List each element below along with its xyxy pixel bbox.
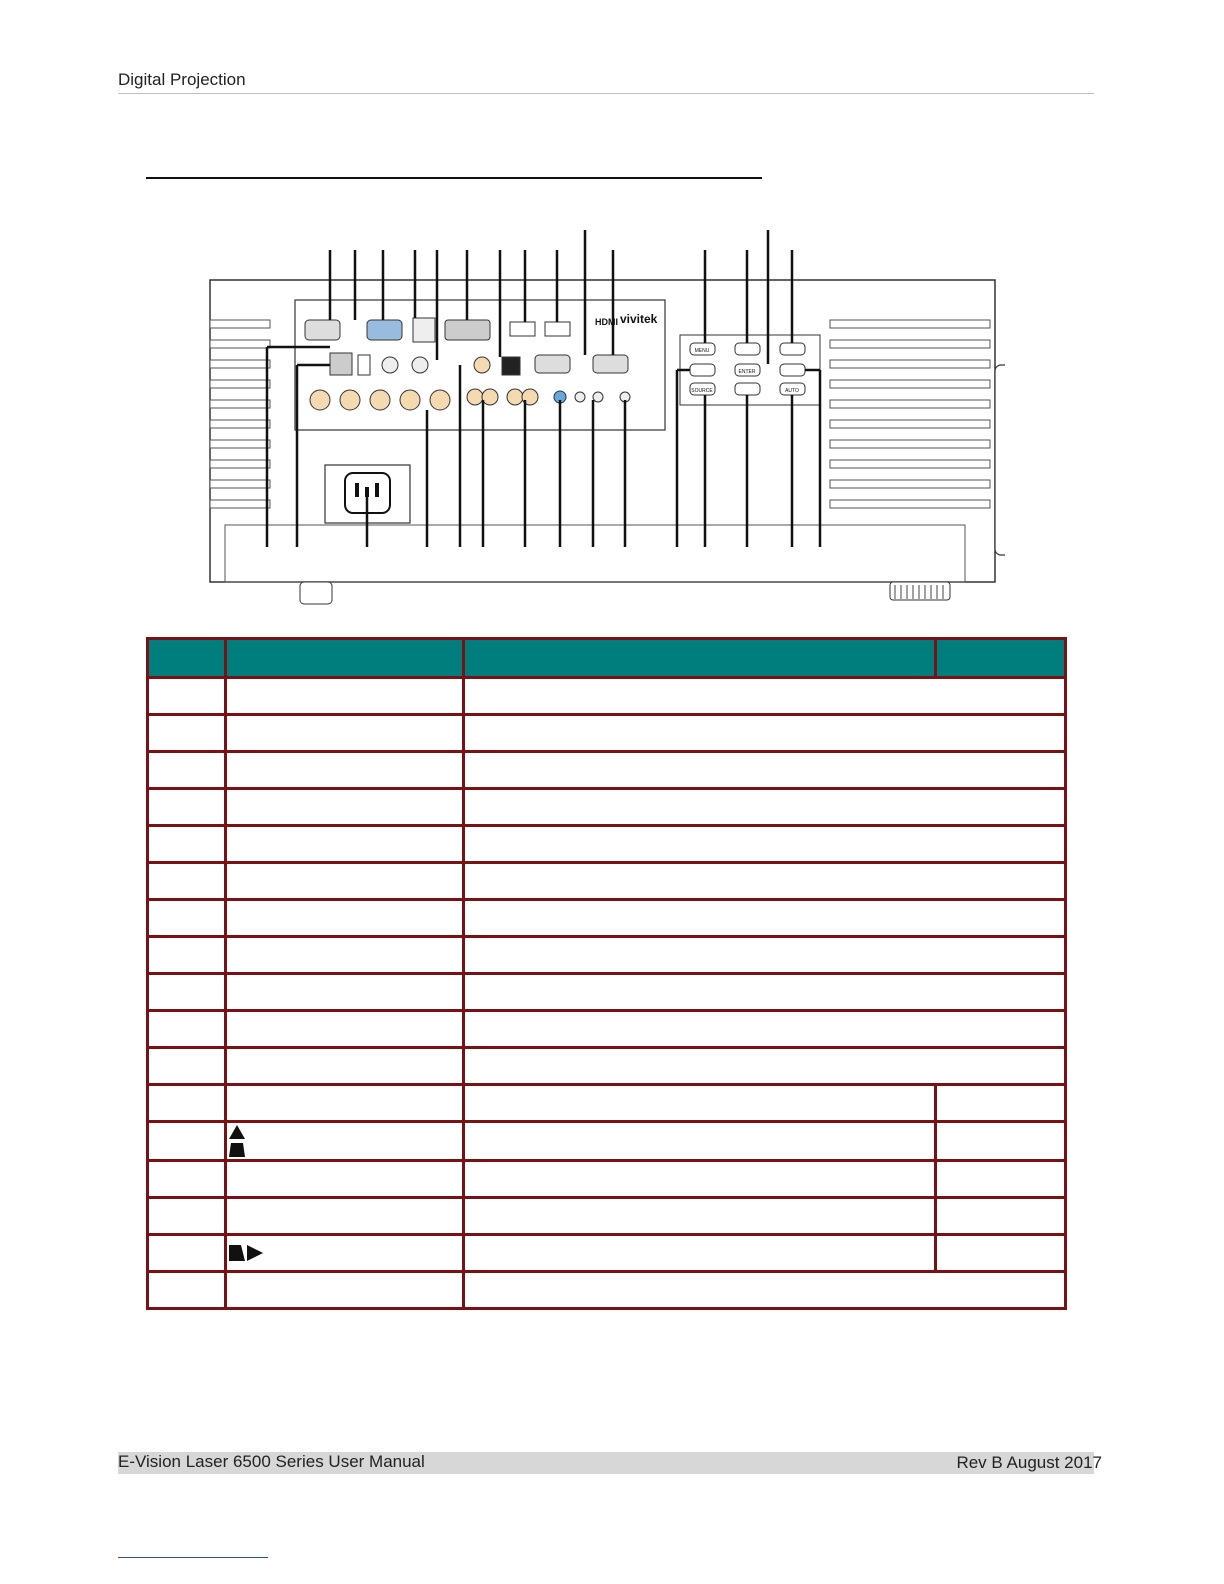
lens-side (995, 365, 1005, 555)
header-cell-see-page (936, 639, 1066, 678)
rs232-out-port (593, 355, 628, 373)
hdmi1-port (510, 322, 535, 336)
table-row (148, 863, 1066, 900)
table-row (148, 715, 1066, 752)
footer-manual-title: E-Vision Laser 6500 Series User Manual (118, 1452, 425, 1471)
table-row (148, 937, 1066, 974)
remote-out-jack (593, 392, 603, 402)
svideo-port (382, 357, 398, 373)
section-title-underline (146, 177, 762, 179)
rear-panel-diagram (205, 225, 1005, 610)
sync-port (412, 357, 428, 373)
table-row (148, 1272, 1066, 1309)
wired-remote-jack (575, 392, 585, 402)
auto-key-label: AUTO (785, 388, 799, 394)
table-row (148, 1161, 1066, 1198)
hdbaset-port (413, 318, 435, 342)
computer-in-port (367, 320, 402, 340)
brand-logo: vivitek (620, 312, 658, 326)
video-port (474, 357, 490, 373)
header-company: Digital Projection (118, 70, 246, 89)
up-down-arrow-icon (227, 1123, 247, 1159)
usb-port (358, 355, 370, 375)
hdmi2-port (545, 322, 570, 336)
header-cell-description (464, 639, 936, 678)
left-right-arrow-icon (227, 1243, 267, 1263)
bnc-h (400, 390, 420, 410)
header-cell-label (226, 639, 464, 678)
menu-key-label: MENU (694, 348, 710, 354)
header-rule (118, 93, 1094, 94)
dvi-port (445, 320, 490, 340)
table-row (148, 1048, 1066, 1085)
service-port (502, 357, 520, 375)
bnc-v (430, 390, 450, 410)
lan-port (330, 353, 352, 375)
enter-key-label: ENTER (738, 369, 756, 375)
bnc-b (340, 390, 360, 410)
table-row (148, 1235, 1066, 1272)
table-row (148, 900, 1066, 937)
header-cell-item (148, 639, 226, 678)
source-key-label: SOURCE (691, 388, 713, 394)
table-row (148, 1122, 1066, 1161)
table-row (148, 974, 1066, 1011)
table-row (148, 752, 1066, 789)
hdmi-logo: HDMI (595, 317, 618, 327)
table-row (148, 1198, 1066, 1235)
footer-revision: Rev B August 2017 (956, 1453, 1102, 1472)
table-header-row (148, 639, 1066, 678)
audio-in-l (467, 389, 483, 405)
audio-out-l (507, 389, 523, 405)
rs232-in-port (535, 355, 570, 373)
footnote-rule (118, 1557, 268, 1558)
table-row (148, 826, 1066, 863)
table-row (148, 1011, 1066, 1048)
table-row (148, 678, 1066, 715)
adjust-foot-right (890, 582, 950, 600)
bnc-g (310, 390, 330, 410)
monitor-out-port (305, 320, 340, 340)
audio-in-r (482, 389, 498, 405)
table-row (148, 789, 1066, 826)
bnc-r (370, 390, 390, 410)
table-row (148, 1085, 1066, 1122)
front-foot-left (300, 582, 332, 604)
connector-spec-table (146, 637, 1067, 1310)
